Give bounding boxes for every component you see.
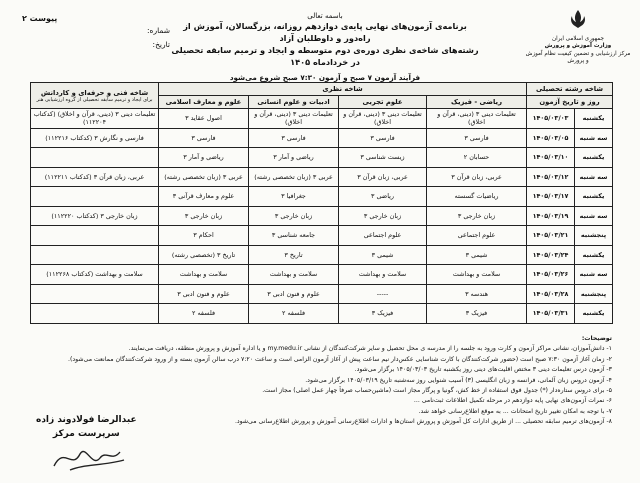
org-line-3: مرکز ارزشیابی و تضمین کیفیت نظام آموزش و پرورش bbox=[525, 50, 631, 65]
date-cell: ۱۴۰۵/۰۳/۰۵ bbox=[527, 128, 575, 148]
number-label: شماره: bbox=[147, 26, 170, 35]
day-cell: یکشنبه bbox=[575, 109, 613, 129]
date-cell: ۱۴۰۵/۰۳/۲۱ bbox=[527, 226, 575, 246]
riazi-cell: تعلیمات دینی ۳ (دینی، قرآن و اخلاق) bbox=[427, 109, 527, 129]
riazi-cell: حسابان ۲ bbox=[427, 148, 527, 168]
ensani-header: ادبیات و علوم انسانی bbox=[249, 96, 339, 109]
time-note: فرآیند آزمون ۷ صبح و آزمون ۷:۳۰ صبح شروع می‌شود bbox=[229, 73, 421, 82]
table-row bbox=[31, 167, 613, 187]
riazi-cell: سلامت و بهداشت bbox=[427, 265, 527, 285]
notes-heading: توضیحات: bbox=[581, 335, 612, 342]
signer-name: عبدالرضا فولادوند زاده bbox=[36, 415, 137, 425]
maaref-cell: تاریخ ۳ (تخصصی رشته) bbox=[159, 245, 249, 265]
date-cell: ۱۴۰۵/۰۳/۱۲ bbox=[527, 167, 575, 187]
day-cell: یکشنبه bbox=[575, 245, 613, 265]
fanni-cell bbox=[31, 226, 159, 246]
header-row-1 bbox=[31, 83, 613, 96]
fanni-cell bbox=[31, 284, 159, 304]
date-cell: ۱۴۰۵/۰۳/۲۸ bbox=[527, 284, 575, 304]
maaref-cell: فلسفه ۲ bbox=[159, 304, 249, 324]
tajrobi-cell: فارسی ۳ bbox=[339, 128, 427, 148]
title-line-1: برنامه‌ی آزمون‌های نهایی پایه‌ی دوازدهم روزانه، بزرگسالان، آموزش از راه‌دور و داوطلبان آزاد bbox=[183, 21, 467, 43]
maaref-header: علوم و معارف اسلامی bbox=[159, 96, 249, 109]
fanni-title: شاخه فنی و حرفه‌ای و کاردانش bbox=[40, 88, 149, 97]
ensani-cell: عربی ۳ (زبان تخصصی رشته) bbox=[249, 167, 339, 187]
org-line-2: وزارت آموزش و پرورش bbox=[544, 43, 612, 50]
day-cell: پنجشنبه bbox=[575, 226, 613, 246]
table-row bbox=[31, 148, 613, 168]
table-row bbox=[31, 109, 613, 129]
ensani-cell: ریاضی و آمار ۳ bbox=[249, 148, 339, 168]
tajrobi-cell: تعلیمات دینی ۳ (دینی، قرآن و اخلاق) bbox=[339, 109, 427, 129]
maaref-cell: علوم و فنون ادبی ۳ bbox=[159, 284, 249, 304]
riazi-cell: علوم اجتماعی bbox=[427, 226, 527, 246]
tajrobi-cell: زیست شناسی ۳ bbox=[339, 148, 427, 168]
title-block bbox=[170, 12, 480, 84]
riazi-cell: فارسی ۳ bbox=[427, 128, 527, 148]
date-cell: ۱۴۰۵/۰۳/۱۷ bbox=[527, 187, 575, 207]
note-item: ۳- آزمون درس تعلیمات دینی ۳ مختص اقلیت‌های دینی روز یکشنبه تاریخ ۱۴۰۵/۰۳/۰۳ برگزار می‌شود. bbox=[354, 366, 612, 374]
day-cell: سه شنبه bbox=[575, 128, 613, 148]
nazari-header: شاخه نظری bbox=[159, 83, 527, 96]
fanni-cell bbox=[31, 304, 159, 324]
handwritten-signature bbox=[50, 440, 130, 474]
date-row bbox=[30, 38, 170, 52]
date-cell: ۱۴۰۵/۰۳/۰۳ bbox=[527, 109, 575, 129]
fanni-cell: فارسی و نگارش ۳ (کدکتاب ۱۱۲۲۱۶) bbox=[31, 128, 159, 148]
fanni-cell: تعلیمات دینی ۳ (دینی، قرآن و اخلاق) (کدکتاب ۱۱۲۲۰۴) bbox=[31, 109, 159, 129]
ensani-cell: جامعه شناسی ۳ bbox=[249, 226, 339, 246]
table-row bbox=[31, 128, 613, 148]
fanni-cell: زبان خارجی ۳ (کدکتاب ۱۱۲۲۲۰) bbox=[31, 206, 159, 226]
day-cell: یکشنبه bbox=[575, 148, 613, 168]
day-cell: یکشنبه bbox=[575, 304, 613, 324]
schedule-body bbox=[31, 109, 613, 324]
fanni-header bbox=[31, 83, 159, 109]
ensani-cell: زبان خارجی ۳ bbox=[249, 206, 339, 226]
field-branch-header: شاخه رشته تحصیلی bbox=[527, 83, 613, 96]
signer-role: سرپرست مرکز bbox=[52, 429, 120, 439]
attachment-label: پیوست ۲ bbox=[22, 14, 58, 23]
date-cell: ۱۴۰۵/۰۳/۲۶ bbox=[527, 265, 575, 285]
ensani-cell: فارسی ۳ bbox=[249, 128, 339, 148]
exam-schedule-table bbox=[30, 82, 613, 324]
maaref-cell: احکام ۳ bbox=[159, 226, 249, 246]
note-item: ۴- آزمون دروس زبان آلمانی، فرانسه و زبان انگلیسی (۳) آسیب شنوایی روز سه‌شنبه تاریخ ۱۴۰۵/۰۳/۱۹ برگزار می‌شود. bbox=[305, 376, 612, 384]
note-item: ۲- زمان آغاز آزمون ۷:۳۰ صبح است (حضور شرکت‌کنندگان با کارت شناسایی عکس‌دار نیم ساعت پیش از آغاز آزمون الزامی است و ساعت ۷:۲۰ درب سالن آزمون بسته و از ورود شرکت‌کنندگان ممانعت می‌شود). bbox=[68, 355, 612, 363]
fanni-cell bbox=[31, 148, 159, 168]
note-item: ۷- با توجه به امکان تغییر تاریخ امتحانات ... به موقع اطلاع‌رسانی خواهد شد. bbox=[418, 407, 612, 415]
tajrobi-cell: ریاضی ۳ bbox=[339, 187, 427, 207]
bismillah: باسمه تعالی bbox=[307, 12, 343, 20]
note-item: ۶- نمرات آزمون‌های نهایی پایه دوازدهم در مرحله تکمیل اطلاعات ثبت‌نامی ... bbox=[413, 397, 612, 405]
date-label: تاریخ: bbox=[152, 40, 170, 49]
letter-meta bbox=[30, 24, 170, 52]
table-row bbox=[31, 284, 613, 304]
day-cell: پنجشنبه bbox=[575, 284, 613, 304]
date-cell: ۱۴۰۵/۰۳/۲۴ bbox=[527, 245, 575, 265]
org-line-1: جمهوری اسلامی ایران bbox=[552, 35, 604, 42]
daydate-header: روز و تاریخ آزمون bbox=[527, 96, 613, 109]
day-cell: سه شنبه bbox=[575, 265, 613, 285]
riazi-cell: فیزیک ۳ bbox=[427, 304, 527, 324]
ensani-cell: تعلیمات دینی ۳ (دینی، قرآن و اخلاق) bbox=[249, 109, 339, 129]
day-cell: سه شنبه bbox=[575, 206, 613, 226]
riazi-cell: شیمی ۳ bbox=[427, 245, 527, 265]
riazi-cell: هندسه ۳ bbox=[427, 284, 527, 304]
ensani-cell: تاریخ ۳ bbox=[249, 245, 339, 265]
signature-block bbox=[36, 413, 137, 441]
table-row bbox=[31, 304, 613, 324]
ensani-cell: علوم و فنون ادبی ۳ bbox=[249, 284, 339, 304]
date-cell: ۱۴۰۵/۰۳/۳۱ bbox=[527, 304, 575, 324]
maaref-cell: اصول عقاید ۳ bbox=[159, 109, 249, 129]
table-row bbox=[31, 187, 613, 207]
tajrobi-header: علوم تجربی bbox=[339, 96, 427, 109]
tajrobi-cell: ----- bbox=[339, 284, 427, 304]
day-cell: یکشنبه bbox=[575, 187, 613, 207]
ensani-cell: سلامت و بهداشت bbox=[249, 265, 339, 285]
table-row bbox=[31, 265, 613, 285]
date-cell: ۱۴۰۵/۰۳/۱۰ bbox=[527, 148, 575, 168]
table-row bbox=[31, 226, 613, 246]
tajrobi-cell: سلامت و بهداشت bbox=[339, 265, 427, 285]
ensani-cell: جغرافیا ۳ bbox=[249, 187, 339, 207]
maaref-cell: زبان خارجی ۳ bbox=[159, 206, 249, 226]
maaref-cell: فارسی ۳ bbox=[159, 128, 249, 148]
maaref-cell: عربی ۳ (زبان تخصصی رشته) bbox=[159, 167, 249, 187]
tajrobi-cell: شیمی ۳ bbox=[339, 245, 427, 265]
fanni-subtitle: برای ایجاد و ترمیم سابقه تحصیلی از گروه ارزشیابی هنر bbox=[36, 96, 153, 103]
note-item: ۱- دانش‌آموزان، نشانی مراکز آزمون و کارت ورود به جلسه را از مدرسه ی محل تحصیل و سایر شرکت‌کنندگان از نشانی my.medu.ir و یا اداره آموزش و پرورش منطقه، دریافت می‌نمایند. bbox=[128, 345, 612, 353]
emblem-icon bbox=[565, 8, 591, 30]
title-line-2: رشته‌های شاخه‌ی نظری دوره‌ی دوم متوسطه و ایجاد و ترمیم سابقه تحصیلی در خردادماه ۱۴۰۵ bbox=[171, 45, 479, 67]
fanni-cell: سلامت و بهداشت (کدکتاب ۱۱۲۲۶۸) bbox=[31, 265, 159, 285]
note-item: ۸- آزمون‌های ترمیم سابقه تحصیلی ... از طریق ادارات کل آموزش و پرورش استان‌ها و ادارات اطلاع‌رسانی آموزش و پرورش اطلاع‌رسانی می‌شود. bbox=[234, 418, 612, 426]
date-cell: ۱۴۰۵/۰۳/۱۹ bbox=[527, 206, 575, 226]
riazi-cell: زبان خارجی ۳ bbox=[427, 206, 527, 226]
note-item: ۵- برای دروس ستاره‌دار (*) جدول فوق استفاده از خط کش، گونیا و پرگار مجاز است (ماشین‌حساب صرفاً چهار عمل اصلی) مجاز است. bbox=[262, 387, 612, 395]
fanni-cell: عربی، زبان قرآن ۳ (کدکتاب ۱۱۲۲۱۱) bbox=[31, 167, 159, 187]
riazi-cell: عربی، زبان قرآن ۳ bbox=[427, 167, 527, 187]
table-row bbox=[31, 245, 613, 265]
ensani-cell: فلسفه ۲ bbox=[249, 304, 339, 324]
tajrobi-cell: علوم اجتماعی bbox=[339, 226, 427, 246]
maaref-cell: ریاضی و آمار ۳ bbox=[159, 148, 249, 168]
maaref-cell: علوم و معارف قرآنی ۳ bbox=[159, 187, 249, 207]
riazi-header: ریاضی - فیزیک bbox=[427, 96, 527, 109]
table-row bbox=[31, 206, 613, 226]
tajrobi-cell: عربی، زبان قرآن ۳ bbox=[339, 167, 427, 187]
riazi-cell: ریاضیات گسسته bbox=[427, 187, 527, 207]
tajrobi-cell: فیزیک ۳ bbox=[339, 304, 427, 324]
tajrobi-cell: زبان خارجی ۳ bbox=[339, 206, 427, 226]
fanni-cell bbox=[31, 187, 159, 207]
number-row bbox=[30, 24, 170, 38]
maaref-cell: سلامت و بهداشت bbox=[159, 265, 249, 285]
fanni-cell bbox=[31, 245, 159, 265]
org-header bbox=[524, 8, 632, 66]
day-cell: سه شنبه bbox=[575, 167, 613, 187]
